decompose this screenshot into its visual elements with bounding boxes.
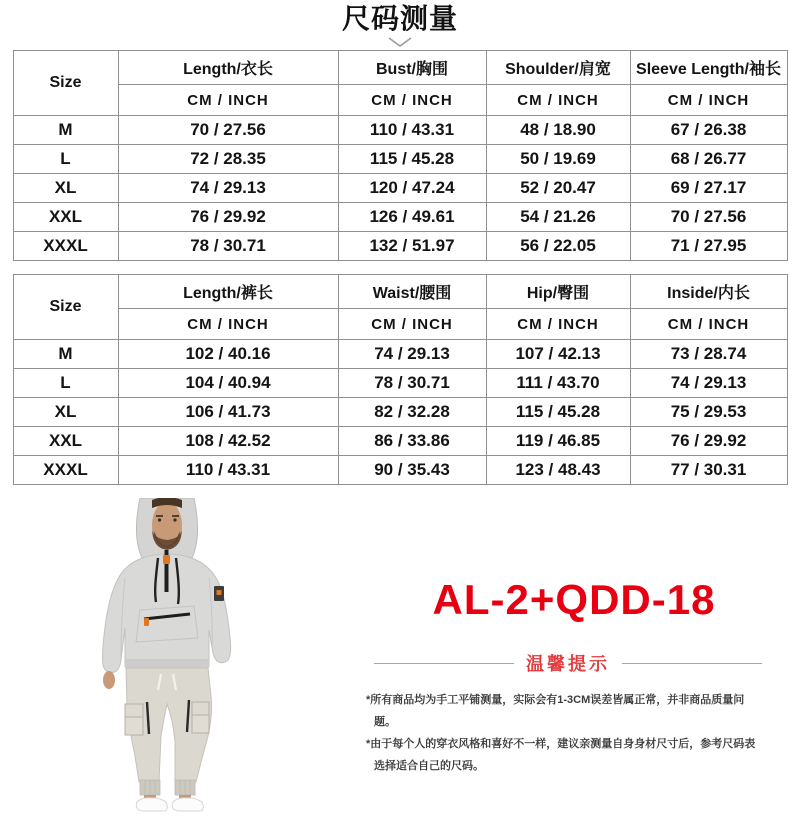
value-cell: 107 / 42.13 <box>486 340 630 369</box>
unit-header: CM / INCH <box>630 309 787 340</box>
column-header: Waist/腰围 <box>338 275 486 309</box>
table-row <box>13 456 787 485</box>
size-cell: XL <box>13 398 118 427</box>
value-cell: 78 / 30.71 <box>338 369 486 398</box>
table-row <box>13 398 787 427</box>
table-row <box>13 427 787 456</box>
unit-header: CM / INCH <box>486 85 630 116</box>
value-cell: 54 / 21.26 <box>486 203 630 232</box>
value-cell: 126 / 49.61 <box>338 203 486 232</box>
chevron-down-icon <box>0 36 800 50</box>
divider-line <box>374 663 514 664</box>
table-row <box>13 369 787 398</box>
table-row <box>13 51 787 85</box>
value-cell: 77 / 30.31 <box>630 456 787 485</box>
table-row <box>13 232 787 261</box>
tips-title: 温馨提示 <box>526 654 610 674</box>
value-cell: 102 / 40.16 <box>118 340 338 369</box>
value-cell: 73 / 28.74 <box>630 340 787 369</box>
product-code: AL-2+QDD-18 <box>432 576 716 623</box>
table-row <box>13 145 787 174</box>
size-cell: XL <box>13 174 118 203</box>
table-row <box>13 340 787 369</box>
table-row <box>13 85 787 116</box>
size-column-header: Size <box>13 51 118 116</box>
value-cell: 78 / 30.71 <box>118 232 338 261</box>
size-cell: L <box>13 369 118 398</box>
product-info <box>356 498 792 777</box>
table-row <box>13 116 787 145</box>
column-header: Inside/内长 <box>630 275 787 309</box>
value-cell: 69 / 27.17 <box>630 174 787 203</box>
tips-header <box>356 650 792 676</box>
value-cell: 68 / 26.77 <box>630 145 787 174</box>
value-cell: 110 / 43.31 <box>338 116 486 145</box>
value-cell: 115 / 45.28 <box>338 145 486 174</box>
column-header: Length/裤长 <box>118 275 338 309</box>
value-cell: 71 / 27.95 <box>630 232 787 261</box>
value-cell: 70 / 27.56 <box>118 116 338 145</box>
column-header: Shoulder/肩宽 <box>486 51 630 85</box>
table-row <box>13 174 787 203</box>
divider-line <box>622 663 762 664</box>
value-cell: 75 / 29.53 <box>630 398 787 427</box>
value-cell: 119 / 46.85 <box>486 427 630 456</box>
unit-header: CM / INCH <box>118 85 338 116</box>
column-header: Sleeve Length/袖长 <box>630 51 787 85</box>
size-column-header: Size <box>13 275 118 340</box>
tip-text: *所有商品均为手工平铺测量，实际会有1-3CM误差皆属正常，并非商品质量问题。 <box>366 694 745 728</box>
size-cell: M <box>13 116 118 145</box>
unit-header: CM / INCH <box>118 309 338 340</box>
column-header: Bust/胸围 <box>338 51 486 85</box>
value-cell: 104 / 40.94 <box>118 369 338 398</box>
size-cell: L <box>13 145 118 174</box>
size-cell: XXXL <box>13 456 118 485</box>
value-cell: 120 / 47.24 <box>338 174 486 203</box>
value-cell: 70 / 27.56 <box>630 203 787 232</box>
size-cell: XXL <box>13 203 118 232</box>
value-cell: 82 / 32.28 <box>338 398 486 427</box>
size-table-top <box>13 50 788 261</box>
product-photo <box>88 498 358 812</box>
value-cell: 90 / 35.43 <box>338 456 486 485</box>
value-cell: 110 / 43.31 <box>118 456 338 485</box>
value-cell: 108 / 42.52 <box>118 427 338 456</box>
column-header: Length/衣长 <box>118 51 338 85</box>
table-row <box>13 275 787 309</box>
value-cell: 52 / 20.47 <box>486 174 630 203</box>
value-cell: 132 / 51.97 <box>338 232 486 261</box>
value-cell: 115 / 45.28 <box>486 398 630 427</box>
size-cell: M <box>13 340 118 369</box>
column-header: Hip/臀围 <box>486 275 630 309</box>
model-illustration <box>88 498 358 812</box>
value-cell: 56 / 22.05 <box>486 232 630 261</box>
unit-header: CM / INCH <box>630 85 787 116</box>
size-cell: XXXL <box>13 232 118 261</box>
size-cell: XXL <box>13 427 118 456</box>
value-cell: 72 / 28.35 <box>118 145 338 174</box>
value-cell: 67 / 26.38 <box>630 116 787 145</box>
value-cell: 74 / 29.13 <box>338 340 486 369</box>
unit-header: CM / INCH <box>338 85 486 116</box>
size-table-bottom <box>13 274 788 485</box>
page-header <box>0 0 800 50</box>
value-cell: 86 / 33.86 <box>338 427 486 456</box>
value-cell: 76 / 29.92 <box>118 203 338 232</box>
page-title: 尺码测量 <box>341 3 458 34</box>
table-row <box>13 203 787 232</box>
value-cell: 111 / 43.70 <box>486 369 630 398</box>
value-cell: 48 / 18.90 <box>486 116 630 145</box>
tip-text: *由于每个人的穿衣风格和喜好不一样，建议亲测量自身身材尺寸后，参考尺码表选择适合自己的尺码。 <box>366 738 756 772</box>
table-row <box>13 309 787 340</box>
value-cell: 76 / 29.92 <box>630 427 787 456</box>
value-cell: 74 / 29.13 <box>630 369 787 398</box>
unit-header: CM / INCH <box>338 309 486 340</box>
value-cell: 106 / 41.73 <box>118 398 338 427</box>
value-cell: 50 / 19.69 <box>486 145 630 174</box>
tips-list <box>366 689 762 777</box>
unit-header: CM / INCH <box>486 309 630 340</box>
product-info-section <box>0 498 800 814</box>
value-cell: 123 / 48.43 <box>486 456 630 485</box>
value-cell: 74 / 29.13 <box>118 174 338 203</box>
